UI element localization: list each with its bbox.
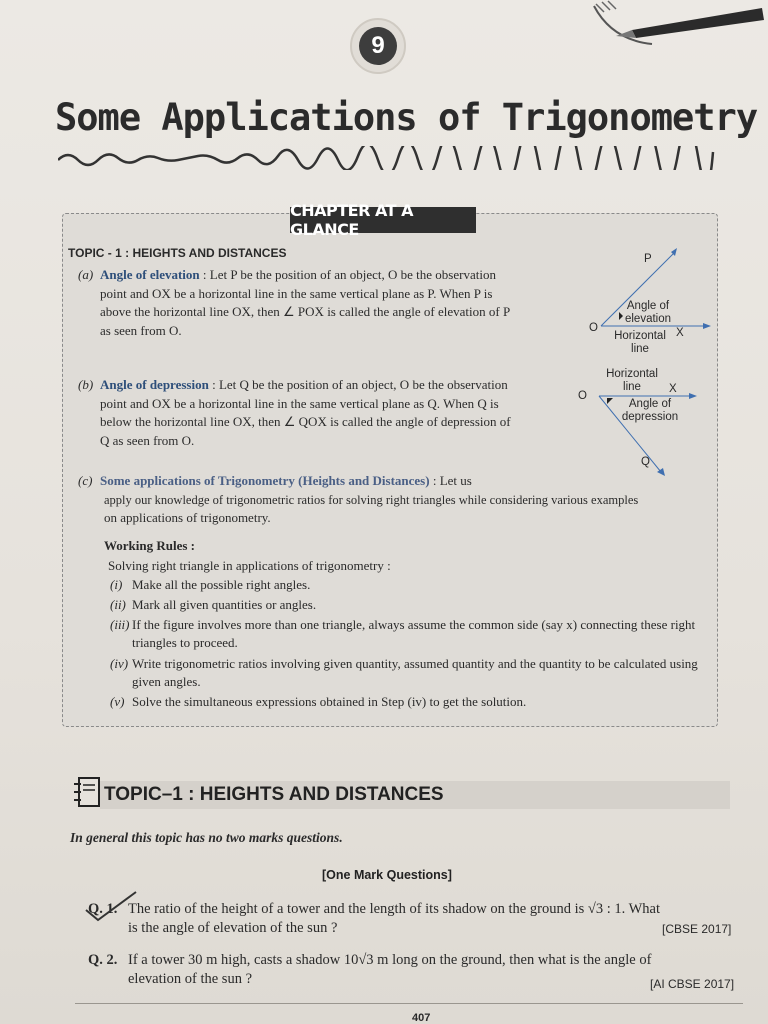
depr-horizontal-label: Horizontal line	[606, 368, 658, 393]
applications-paragraph: (c) Some applications of Trigonometry (Heights and Distances) : Let us apply our knowledge of trigonometric ratios for solving right triangles while considering various examples on applications of trigonometry.	[78, 473, 639, 525]
question-1: Q. 1. The ratio of the height of a tower and the length of its shadow on the ground is √3 : 1. What is the angle of elevation of the sun ?	[88, 901, 660, 936]
glance-topic: TOPIC - 1 : HEIGHTS AND DISTANCES	[68, 246, 287, 260]
working-rules-intro: Solving right triangle in applications of trigonometry :	[108, 557, 391, 573]
page-number: 407	[412, 1012, 431, 1024]
marker-a: (a)	[78, 267, 94, 282]
marker-b: (b)	[78, 377, 94, 392]
question-1-source: [CBSE 2017]	[662, 922, 732, 936]
depression-heading: Angle of depression	[100, 377, 209, 392]
footer-rule	[75, 1003, 743, 1004]
question-number: Q. 2.	[88, 952, 118, 968]
chapter-number-badge	[350, 18, 406, 74]
marker-c: (c)	[78, 473, 93, 488]
depression-paragraph: (b) Angle of depression : Let Q be the position of an object, O be the observation point and OX be a horizontal line in the same vertical plane as Q. When Q is below the horizontal line OX, then ∠ QOX is called the angle of depression of Q as seen from O.	[78, 377, 511, 448]
elev-x-label: X	[676, 327, 684, 339]
glance-title: CHAPTER AT A GLANCE	[290, 207, 476, 233]
checkmark-doodle	[82, 890, 142, 924]
rule-item: (iv) Write trigonometric ratios involving given quantity, assumed quantity and the quantity to be calculated using given angles.	[110, 656, 698, 689]
pen-icon	[592, 0, 768, 60]
applications-heading: Some applications of Trigonometry (Heights and Distances)	[100, 473, 430, 488]
depr-o-label: O	[578, 390, 587, 402]
elev-horizontal-label: Horizontal line	[614, 330, 666, 355]
rule-item: (iii) If the figure involves more than one triangle, always assume the common side (say x) connecting these right triangles to proceed.	[110, 617, 696, 650]
depr-angle-label: Angle of depression	[621, 398, 679, 423]
question-2-source: [AI CBSE 2017]	[650, 977, 735, 991]
topic-heading: TOPIC–1 : HEIGHTS AND DISTANCES	[104, 784, 444, 805]
one-mark-header: [One Mark Questions]	[322, 868, 452, 882]
elevation-heading: Angle of elevation	[100, 267, 200, 282]
depr-q-label: Q	[641, 456, 650, 468]
rule-item: (v) Solve the simultaneous expressions obtained in Step (iv) to get the solution.	[110, 694, 527, 709]
chapter-number: 9	[359, 27, 397, 65]
topic-note: In general this topic has no two marks questions.	[70, 830, 343, 845]
working-rules-heading: Working Rules :	[104, 538, 196, 553]
rule-item: (ii) Mark all given quantities or angles.	[110, 596, 317, 612]
rule-item: (i) Make all the possible right angles.	[110, 577, 311, 592]
elevation-paragraph: (a) Angle of elevation : Let P be the position of an object, O be the observation point and OX be a horizontal line in the same vertical plane as P. When P is above the horizontal line OX, then ∠ POX is called the angle of elevation of P as seen from O.	[78, 267, 511, 338]
chapter-title: Some Applications of Trigonometry	[55, 96, 758, 139]
elev-p-label: P	[644, 253, 652, 265]
question-number: Q. 1.	[88, 901, 118, 917]
working-rules	[104, 536, 704, 712]
notebook-icon	[72, 776, 102, 810]
wavy-underline	[58, 146, 718, 170]
question-2: Q. 2. If a tower 30 m high, casts a shadow 10√3 m long on the ground, then what is the angle of elevation of the sun ?	[88, 952, 652, 987]
elev-angle-label: Angle of elevation	[624, 300, 672, 325]
depr-x-label: X	[669, 383, 677, 395]
elev-o-label: O	[589, 322, 598, 334]
